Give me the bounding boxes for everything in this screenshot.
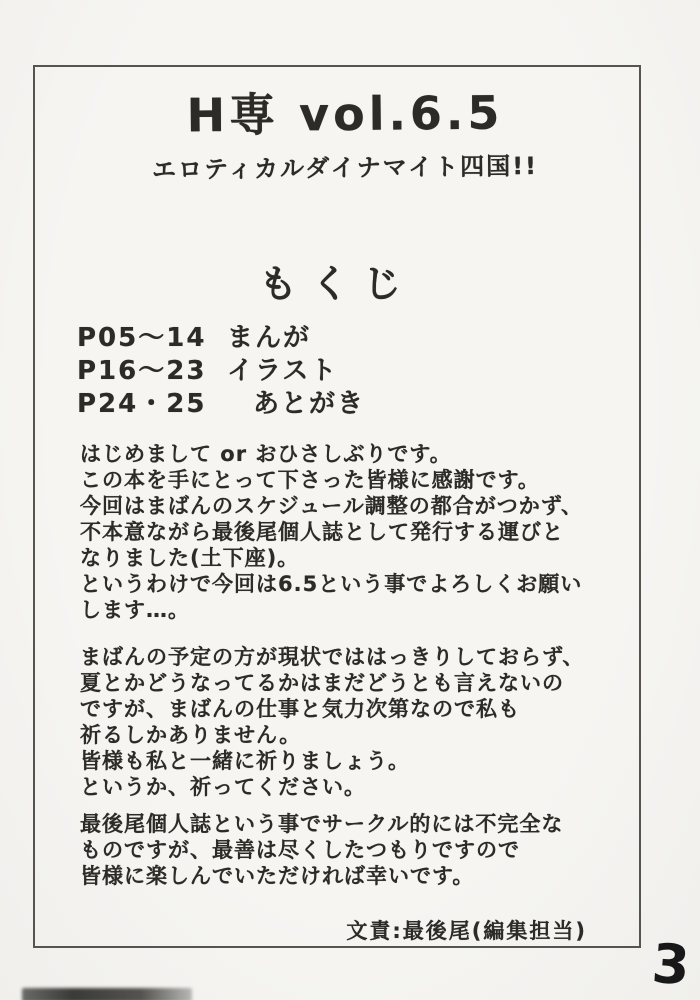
toc-pages-range: P16〜23: [77, 356, 207, 386]
page-title: H専 vol.6.5: [186, 85, 504, 143]
paragraph-line: ですが、まばんの仕事と気力次第なので私も: [80, 697, 520, 721]
closing-paragraph: [80, 811, 620, 889]
paragraph-line: 祈るしかありません。: [80, 723, 302, 747]
scan-artifact-smudge: [22, 988, 192, 1000]
toc-heading: もくじ: [258, 262, 415, 306]
paragraph-line: 不本意ながら最後尾個人誌として発行する運びと: [80, 520, 564, 544]
toc-row-atogaki: [77, 388, 365, 421]
paragraph-line: 今回はまばんのスケジュール調整の都合がつかず、: [80, 494, 584, 518]
paragraph-line: 皆様も私と一緒に祈りましょう。: [80, 749, 410, 773]
paragraph-line: 夏とかどうなってるかはまだどうとも言えないの: [80, 671, 564, 695]
paragraph-line: はじめまして or おひさしぶりです。: [80, 442, 452, 466]
paragraph-line: します…。: [80, 598, 190, 622]
toc-label: イラスト: [227, 356, 339, 386]
paragraph-line: というわけで今回は6.5という事でよろしくお願い: [80, 572, 583, 596]
paragraph-line: というか、祈ってください。: [80, 775, 366, 799]
toc-pages-range: P24・25: [77, 389, 207, 419]
paragraph-line: 皆様に楽しんでいただければ幸いです。: [80, 864, 475, 888]
toc-label: あとがき: [253, 389, 366, 419]
paragraph-line: なりました(土下座)。: [80, 546, 300, 570]
paragraph-line: ものですが、最善は尽くしたつもりですので: [80, 838, 520, 862]
page-border-frame: [33, 65, 641, 948]
toc-list: [77, 322, 365, 421]
greeting-paragraph: [80, 441, 620, 623]
toc-label: まんが: [227, 323, 312, 353]
paragraph-line: この本を手にとって下さった皆様に感謝です。: [80, 468, 540, 492]
title-block: [65, 85, 625, 184]
toc-pages-range: P05〜14: [77, 323, 207, 353]
paragraph-line: まばんの予定の方が現状でははっきりしておらず、: [80, 645, 585, 669]
paragraph-line: 最後尾個人誌という事でサークル的には不完全な: [80, 812, 564, 836]
page-number: 3: [649, 931, 692, 998]
toc-row-illust: [77, 355, 365, 388]
schedule-paragraph: [80, 644, 620, 800]
page-subtitle: エロティカルダイナマイト四国!!: [151, 151, 539, 184]
colophon-credit: 文責:最後尾(編集担当): [346, 919, 587, 943]
toc-row-manga: [77, 322, 365, 355]
